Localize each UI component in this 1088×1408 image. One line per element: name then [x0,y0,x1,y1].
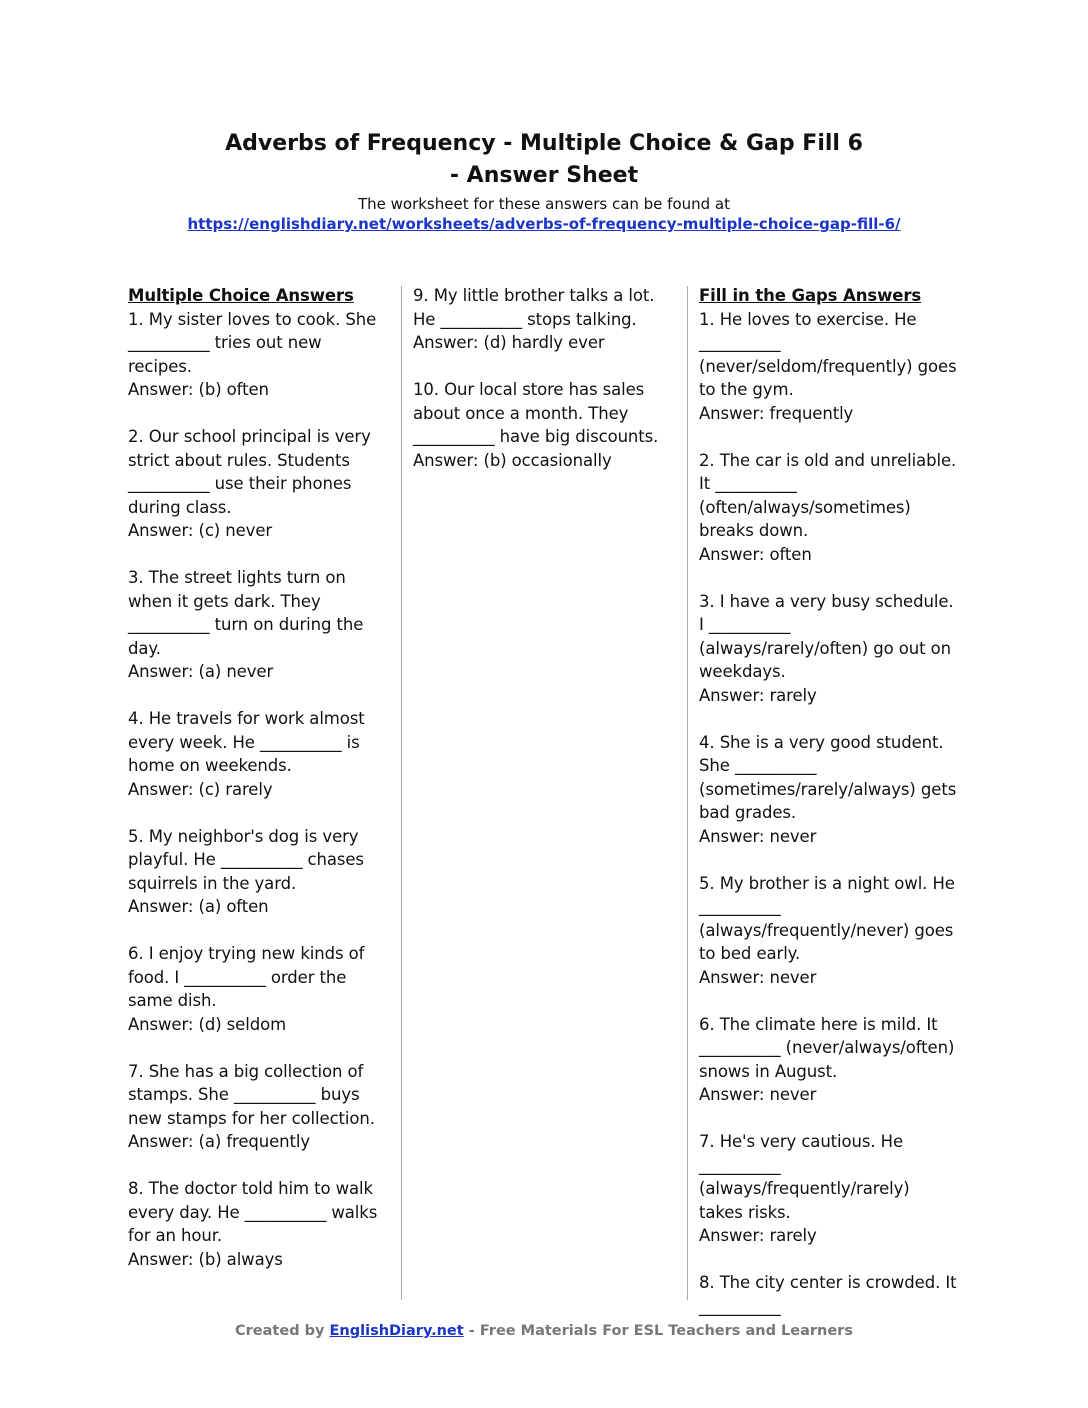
question-text: 9. My little brother talks a lot. He __________ stops talking. [413,286,655,329]
answer-text: Answer: (d) hardly ever [413,333,605,352]
question-text: 1. He loves to exercise. He __________ (never/seldom/frequently) goes to the gym. [699,309,957,399]
gap-fill-heading: Fill in the Gaps Answers [699,286,922,305]
mc-item-6 [128,942,386,1036]
answer-text: Answer: rarely [699,1226,817,1245]
question-text: 8. The city center is crowded. It __________ [699,1273,957,1316]
mc-item-2 [128,425,386,543]
multiple-choice-continued-column [413,284,671,496]
footer-prefix: Created by [235,1323,325,1339]
question-text: 4. She is a very good student. She __________ (sometimes/rarely/always) gets bad grades. [699,732,957,822]
page-footer [0,1321,1088,1341]
answer-text: Answer: (b) always [128,1249,283,1269]
mc-item-5 [128,825,386,919]
answer-text: Answer: often [699,544,812,564]
gap-item-3 [699,590,957,708]
mc-item-7 [128,1060,386,1154]
title-line-2: - Answer Sheet [449,163,639,188]
gap-item-2 [699,449,957,567]
gap-fill-column [699,284,957,1342]
answer-text: Answer: (b) occasionally [413,450,612,470]
document-header [0,128,1088,234]
answer-text: Answer: (a) never [128,662,274,681]
multiple-choice-column [128,284,386,1295]
answer-text: Answer: frequently [699,403,854,423]
question-text: 1. My sister loves to cook. She __________ tries out new recipes. [128,309,377,376]
mc-item-9 [413,284,671,355]
answer-text: Answer: (a) often [128,897,269,916]
answer-text: Answer: never [699,967,817,987]
answer-text: Answer: (c) never [128,521,273,540]
question-text: 4. He travels for work almost every week. He __________ is home on weekends. [128,709,365,775]
gap-item-6 [699,1013,957,1107]
answer-text: Answer: (c) rarely [128,779,273,799]
gap-item-1 [699,308,957,426]
mc-item-10 [413,378,671,472]
column-divider-1 [401,286,402,1300]
subtitle: The worksheet for these answers can be found at [357,195,731,213]
question-text: 10. Our local store has sales about once a month. They __________ have big discounts. [413,380,659,446]
mc-item-3 [128,566,386,684]
question-text: 6. I enjoy trying new kinds of food. I __________ order the same dish. [128,944,365,1010]
gap-item-4 [699,731,957,849]
footer-suffix: - Free Materials For ESL Teachers and Learners [468,1323,853,1339]
page-title [0,128,1088,192]
question-text: 3. The street lights turn on when it gets dark. They __________ turn on during the day. [128,568,364,658]
answer-text: Answer: (b) often [128,380,269,399]
title-line-1: Adverbs of Frequency - Multiple Choice & Gap Fill 6 [225,131,863,156]
question-text: 7. She has a big collection of stamps. She __________ buys new stamps for her collection. [128,1061,375,1128]
answer-text: Answer: (a) frequently [128,1132,311,1151]
question-text: 6. The climate here is mild. It __________ (never/always/often) snows in August. [699,1014,955,1081]
question-text: 8. The doctor told him to walk every day. He __________ walks for an hour. [128,1179,378,1245]
footer-link[interactable]: EnglishDiary.net [329,1323,464,1339]
column-divider-2 [687,286,688,1300]
answer-text: Answer: rarely [699,685,817,705]
mc-item-1 [128,308,386,402]
answer-text: Answer: never [699,826,817,846]
question-text: 5. My neighbor's dog is very playful. He __________ chases squirrels in the yard. [128,826,364,893]
question-text: 2. The car is old and unreliable. It __________ (often/always/sometimes) breaks down. [699,450,957,540]
multiple-choice-heading: Multiple Choice Answers [128,286,354,305]
mc-item-4 [128,707,386,801]
question-text: 7. He's very cautious. He __________ (always/frequently/rarely) takes risks. [699,1132,910,1222]
worksheet-link[interactable]: https://englishdiary.net/worksheets/adverbs-of-frequency-multiple-choice-gap-fill-6/ [187,215,901,233]
gap-item-5 [699,872,957,990]
question-text: 3. I have a very busy schedule. I __________ (always/rarely/often) go out on weekdays. [699,591,954,681]
question-text: 5. My brother is a night owl. He __________ (always/frequently/never) goes to bed early. [699,873,955,963]
gap-item-8 [699,1271,957,1318]
question-text: 2. Our school principal is very strict about rules. Students __________ use their phones during class. [128,427,371,517]
answer-text: Answer: never [699,1085,817,1104]
answer-text: Answer: (d) seldom [128,1014,287,1034]
gap-item-7 [699,1130,957,1248]
mc-item-8 [128,1177,386,1271]
